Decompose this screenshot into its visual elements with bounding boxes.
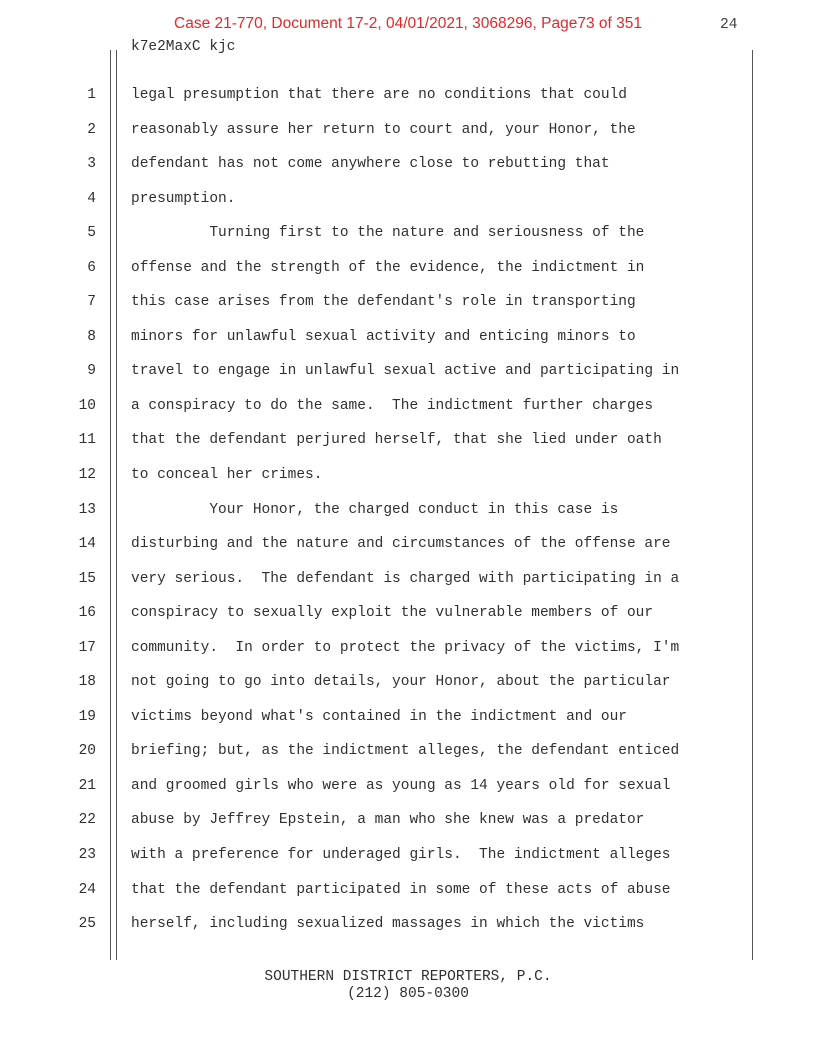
transcript-line: not going to go into details, your Honor, about the particular [131,674,671,691]
line-number: 5 [87,225,96,242]
line-number: 11 [78,432,96,449]
line-number: 15 [78,570,96,587]
transcript-line: herself, including sexualized massages in which the victims [131,916,645,933]
transcript-line: a conspiracy to do the same. The indictment further charges [131,397,654,414]
transcript-line: that the defendant participated in some of these acts of abuse [131,881,671,898]
transcript-line: travel to engage in unlawful sexual active and participating in [131,363,680,380]
line-number: 13 [78,501,96,518]
line-number: 3 [87,156,96,173]
line-number: 6 [87,259,96,276]
line-number: 8 [87,328,96,345]
transcript-line: briefing; but, as the indictment alleges, the defendant enticed [131,743,680,760]
line-number: 25 [78,916,96,933]
transcript-line: very serious. The defendant is charged with participating in a [131,570,680,587]
line-number: 10 [78,397,96,414]
transcript-line: legal presumption that there are no conditions that could [131,87,627,103]
line-number: 14 [78,536,96,553]
line-number: 4 [87,190,96,207]
line-number: 2 [87,121,96,138]
running-header: k7e2MaxC kjc [131,39,236,55]
transcript-line: with a preference for underaged girls. The indictment alleges [131,847,671,864]
transcript-line: community. In order to protect the privacy of the victims, I'm [131,639,680,656]
transcript-line: Your Honor, the charged conduct in this case is [131,501,619,518]
line-number-column [60,81,96,945]
transcript-line: to conceal her crimes. [131,467,323,484]
transcript-line: victims beyond what's contained in the indictment and our [131,708,627,725]
transcript-line: conspiracy to sexually exploit the vulnerable members of our [131,605,654,622]
line-number: 24 [78,881,96,898]
line-number: 7 [87,294,96,311]
line-number: 22 [78,812,96,829]
case-stamp-header: Case 21-770, Document 17-2, 04/01/2021, 3068296, Page73 of 351 [174,15,642,32]
transcript-line: abuse by Jeffrey Epstein, a man who she knew was a predator [131,812,645,829]
footer-reporter-name: SOUTHERN DISTRICT REPORTERS, P.C. [264,969,552,985]
transcript-body [131,81,751,945]
left-margin-rule [110,50,111,960]
right-margin-rule [752,50,753,960]
line-number: 1 [87,87,96,103]
left-margin-rule-inner [116,50,117,960]
page-number: 24 [720,17,738,33]
line-number: 16 [78,605,96,622]
line-number: 9 [87,363,96,380]
transcript-line: that the defendant perjured herself, that she lied under oath [131,432,662,449]
line-number: 23 [78,847,96,864]
transcript-line: presumption. [131,190,236,207]
line-number: 12 [78,467,96,484]
line-number: 18 [78,674,96,691]
transcript-line: disturbing and the nature and circumstances of the offense are [131,536,671,553]
transcript-line: and groomed girls who were as young as 14 years old for sexual [131,777,671,794]
line-number: 17 [78,639,96,656]
transcript-line: minors for unlawful sexual activity and enticing minors to [131,328,636,345]
transcript-line: this case arises from the defendant's role in transporting [131,294,636,311]
line-number: 19 [78,708,96,725]
line-number: 21 [78,777,96,794]
transcript-line: Turning first to the nature and seriousness of the [131,225,645,242]
reporter-footer [0,969,816,1003]
line-number: 20 [78,743,96,760]
transcript-line: defendant has not come anywhere close to rebutting that [131,156,610,173]
footer-phone: (212) 805-0300 [347,986,469,1002]
transcript-line: offense and the strength of the evidence, the indictment in [131,259,645,276]
transcript-line: reasonably assure her return to court and, your Honor, the [131,121,636,138]
